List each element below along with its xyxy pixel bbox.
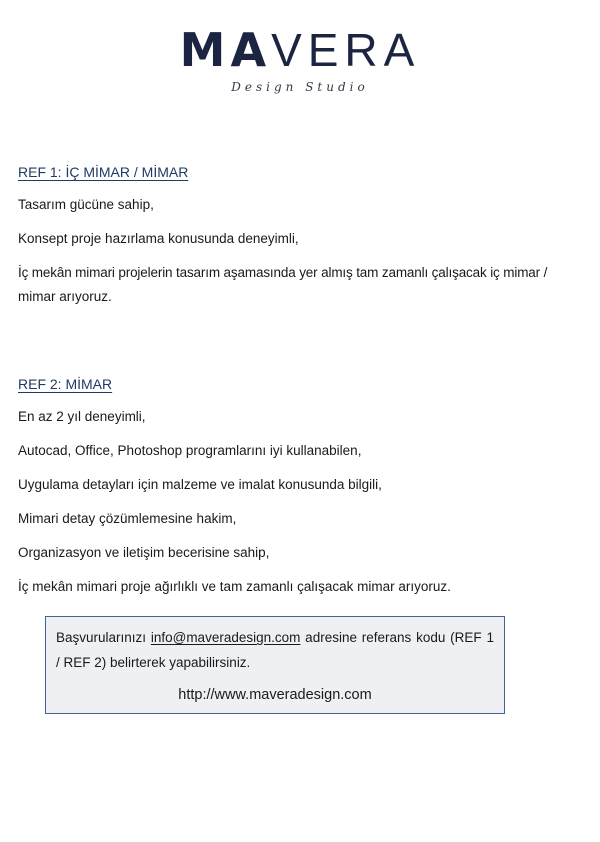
company-logo (0, 22, 600, 94)
ref1-title: REF 1: İÇ MİMAR / MİMAR (18, 164, 189, 180)
ref1-line-1-block (18, 196, 588, 214)
application-text-after: adresine referans kodu (REF 1 / REF 2) belirterek yapabilirsiniz. (56, 630, 494, 670)
ref2-requirement-3: Uygulama detayları için malzeme ve imalat konusunda bilgili, (18, 477, 382, 492)
email-link[interactable]: info@maveradesign.com (150, 630, 301, 645)
ref2-requirement-4: Mimari detay çözümlemesine hakim, (18, 511, 237, 526)
ref1-requirement-3: İç mekân mimari projelerin tasarım aşamasında yer almış tam zamanlı çalışacak iç mimar / (18, 265, 548, 280)
ref2-title-block (18, 375, 588, 393)
ref1-title-block (18, 163, 588, 181)
ref2-requirement-5: Organizasyon ve iletişim becerisine sahip, (18, 545, 270, 560)
ref2-line-1-block (18, 408, 588, 426)
ref1-line-3-block (18, 264, 588, 282)
application-instructions (56, 625, 494, 675)
ref1-line-2-block (18, 230, 588, 248)
website-link[interactable]: http://www.maveradesign.com (178, 687, 372, 703)
ref2-line-5-block (18, 544, 588, 562)
ref2-requirement-6: İç mekân mimari proje ağırlıklı ve tam zamanlı çalışacak mimar arıyoruz. (18, 579, 451, 594)
logo-wordmark-bold: MA (179, 23, 272, 77)
ref2-line-3-block (18, 476, 588, 494)
ref2-requirement-2: Autocad, Office, Photoshop programlarını iyi kullanabilen, (18, 443, 362, 458)
ref1-requirement-4: mimar arıyoruz. (18, 289, 112, 304)
logo-wordmark-light: VERA (271, 24, 421, 76)
ref2-line-4-block (18, 510, 588, 528)
application-info-box (45, 616, 505, 714)
ref2-line-2-block (18, 442, 588, 460)
ref2-requirement-1: En az 2 yıl deneyimli, (18, 409, 146, 424)
application-text-before: Başvurularınızı (56, 630, 151, 645)
ref1-line-4-block (18, 288, 588, 306)
ref1-requirement-2: Konsept proje hazırlama konusunda deneyimli, (18, 231, 299, 246)
ref2-line-6-block (18, 578, 588, 596)
logo-tagline: Design Studio (231, 80, 369, 94)
ref2-title: REF 2: MİMAR (18, 376, 113, 392)
ref1-requirement-1: Tasarım gücüne sahip, (18, 197, 154, 212)
logo-wordmark (180, 22, 421, 78)
